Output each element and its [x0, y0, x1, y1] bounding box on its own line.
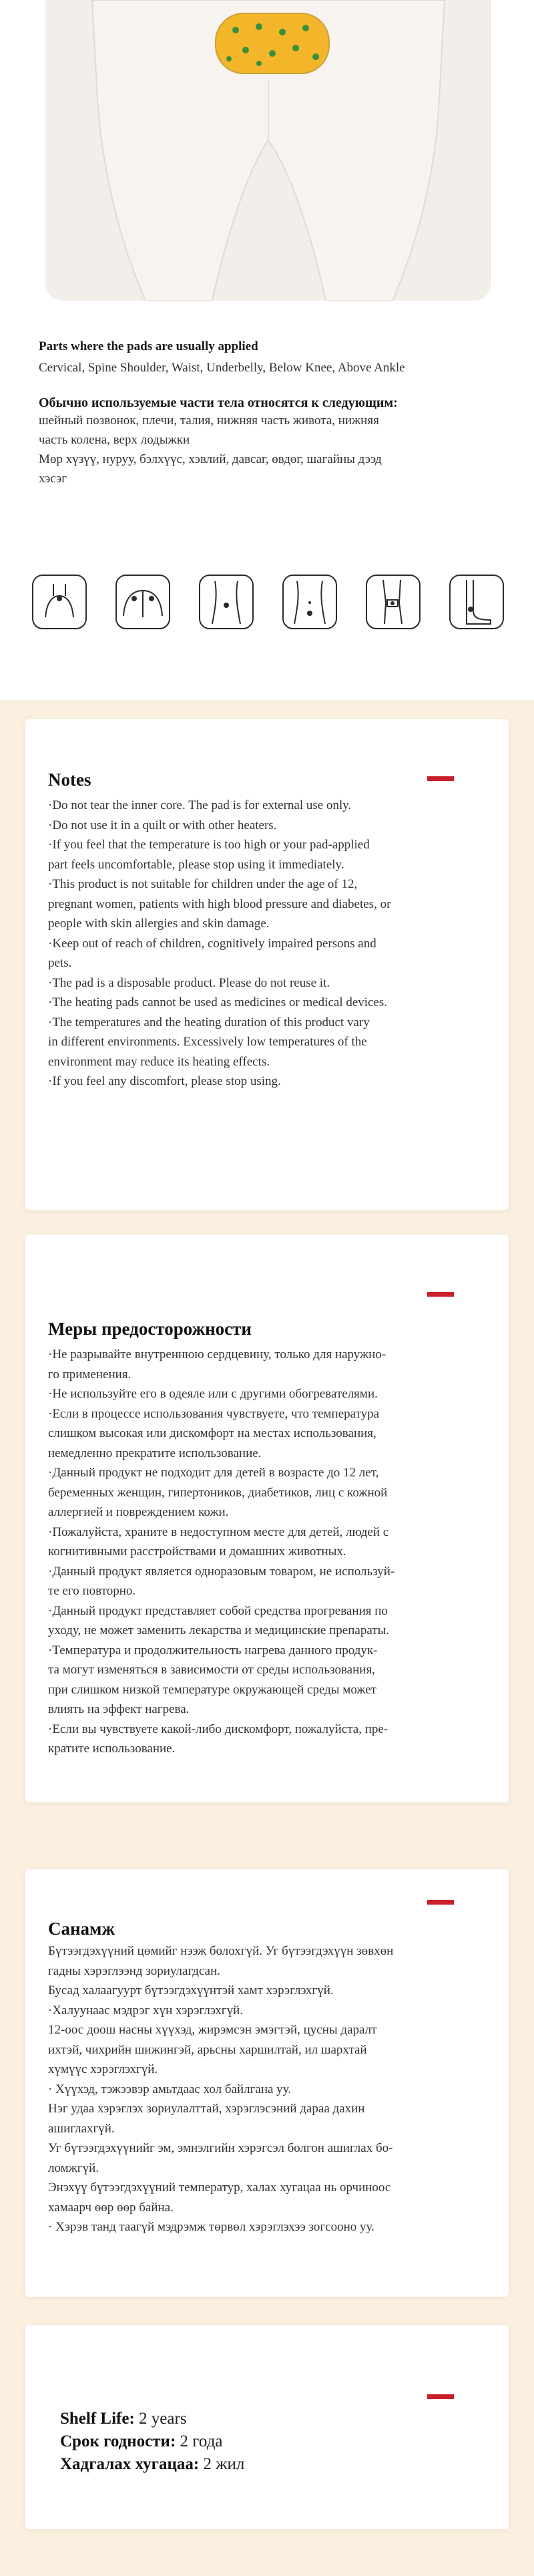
heating-pad-icon: [216, 13, 329, 73]
note-line: pets.: [48, 956, 72, 970]
note-line: ·Температура и продолжительность нагрева данного продук-: [48, 1643, 378, 1657]
note-line: те его повторно.: [48, 1584, 136, 1598]
note-line: ·If you feel any discomfort, please stop using.: [48, 1074, 281, 1088]
note-line: ·This product is not suitable for children under the age of 12,: [48, 877, 358, 891]
note-line: ·Халуунаас мэдрэг хүн хэрэглэхгүй.: [48, 2003, 243, 2018]
notes-card-en: [25, 719, 509, 1210]
note-line: влиять на эффект нагрева.: [48, 1702, 190, 1716]
note-line: ·Do not tear the inner core. The pad is for external use only.: [48, 798, 352, 812]
note-line: ·Если вы чувствуете какой-либо дискомфорт, пожалуйста, пре-: [48, 1722, 388, 1736]
note-line: Энэхүү бүтээгдэхүүний температур, халах хугацаа нь орчиноос: [48, 2181, 391, 2195]
shelf-life-en: Shelf Life: 2 years: [60, 2410, 187, 2428]
note-line: ·Keep out of reach of children, cognitively impaired persons and: [48, 936, 376, 951]
note-line: · Хэрэв танд таагүй мэдрэмж төрвөл хэрэглэхээ зогсооно уу.: [48, 2220, 374, 2234]
note-line: хүмүүс хэрэглэхгүй.: [48, 2062, 158, 2076]
note-line: ·Данный продукт является одноразовым товаром, не используй-: [48, 1564, 395, 1579]
note-line: ·If you feel that the temperature is too high or your pad-applied: [48, 838, 370, 852]
note-line: ·The heating pads cannot be used as medicines or medical devices.: [48, 995, 388, 1009]
note-line: Нэг удаа хэрэглэх зориулалттай, хэрэглэсэний дараа дахин: [48, 2102, 365, 2116]
note-line: когнитивными расстройствами и домашних животных.: [48, 1545, 346, 1559]
note-line: ·The temperatures and the heating duration of this product vary: [48, 1015, 370, 1029]
applied-areas-mn-line: Мөр хүзүү, нуруу, бэлхүүс, хэвлий, давсаг, өвдөг, шагайны дээд: [39, 452, 382, 466]
applied-areas-mn-line: хэсэг: [39, 472, 67, 486]
note-line: хамаарч өөр өөр байна.: [48, 2200, 174, 2215]
accent-dash: [427, 1292, 454, 1297]
note-line: ашиглахгүй.: [48, 2121, 115, 2136]
neck-icon: [32, 575, 87, 629]
note-line: ломжгүй.: [48, 2160, 99, 2175]
ankle-icon: [449, 575, 504, 629]
accent-dash: [427, 1900, 454, 1905]
note-line: ·Данный продукт представляет собой средства прогревания по: [48, 1603, 388, 1618]
note-line: немедленно прекратите использование.: [48, 1446, 262, 1460]
notes-card-ru: [25, 1235, 509, 1802]
note-line: та могут изменяться в зависимости от среды использования,: [48, 1663, 375, 1677]
note-line: уходу, не может заменить лекарства и медицинские препараты.: [48, 1623, 390, 1637]
note-line: гадны хэрэглээнд зориулагдсан.: [48, 1963, 220, 1978]
notes-card-mn: [25, 1869, 509, 2297]
note-line: ·Пожалуйста, храните в недоступном месте для детей, людей с: [48, 1524, 389, 1539]
applied-areas-title-ru: Обычно используемые части тела относятся к следующим:: [39, 395, 398, 410]
note-line: Бусад халаагуурт бүтээгдэхүүнтэй хамт хэрэглэхгүй.: [48, 1983, 334, 1997]
shelf-life-mn: Хадгалах хугацаа: 2 жил: [60, 2455, 245, 2473]
knee-icon: [366, 575, 421, 629]
accent-dash: [427, 2394, 454, 2399]
note-line: Бүтээгдэхүүний цөмийг нээж болохгүй. Уг бүтээгдэхүүн зөвхөн: [48, 1944, 394, 1958]
applied-areas-ru-line: часть колена, верх лодыжки: [39, 433, 190, 447]
note-line: people with skin allergies and skin damage.: [48, 917, 270, 931]
note-line: environment may reduce its heating effects.: [48, 1054, 270, 1069]
note-line: беременных женщин, гипертоников, диабетиков, лиц с кожной: [48, 1485, 388, 1500]
shelf-life-lines: [60, 2408, 244, 2476]
shelf-life-ru: Срок годности: 2 года: [60, 2432, 223, 2450]
note-line: in different environments. Excessively low temperatures of the: [48, 1035, 367, 1049]
notes-lines-en: [48, 796, 482, 1092]
body-part-icons: [32, 575, 499, 639]
note-line: ·Если в процессе использования чувствуете, что температура: [48, 1406, 380, 1421]
notes-title-ru: Меры предосторожности: [48, 1319, 252, 1339]
note-line: pregnant women, patients with high blood pressure and diabetes, or: [48, 897, 391, 911]
waist-icon: [199, 575, 254, 629]
note-line: 12-оос доош насны хүүхэд, жирэмсэн эмэгтэй, цусны даралт: [48, 2023, 377, 2037]
applied-areas-ru-line: шейный позвонок, плечи, талия, нижняя часть живота, нижняя: [39, 414, 379, 428]
product-hero-image: [45, 0, 491, 301]
notes-lines-ru: [48, 1345, 482, 1759]
leggings-illustration: [45, 0, 491, 301]
note-line: при слишком низкой температуре окружающей среды может: [48, 1682, 376, 1697]
shoulders-icon: [115, 575, 170, 629]
note-line: аллергией и повреждением кожи.: [48, 1505, 229, 1519]
notes-title-mn: Санамж: [48, 1919, 115, 1939]
note-line: ·Данный продукт не подходит для детей в возрасте до 12 лет,: [48, 1466, 379, 1480]
note-line: ихтэй, чихрийн шижингэй, арьсны харшилтай, ил шархтай: [48, 2042, 367, 2057]
belly-icon: [282, 575, 337, 629]
applied-areas-list-en: Cervical, Spine Shoulder, Waist, Underbelly, Below Knee, Above Ankle: [39, 361, 405, 375]
note-line: ·Не используйте его в одеяле или с другими обогревателями.: [48, 1387, 378, 1401]
applied-areas-section: [39, 339, 506, 488]
note-line: ·Do not use it in a quilt or with other heaters.: [48, 818, 277, 832]
note-line: part feels uncomfortable, please stop using it immediately.: [48, 857, 344, 872]
notes-lines-mn: [48, 1941, 482, 2237]
accent-dash: [427, 776, 454, 781]
note-line: Уг бүтээгдэхүүнийг эм, эмнэлгийн хэрэгсэл болгон ашиглах бо-: [48, 2141, 393, 2155]
notes-title-en: Notes: [48, 770, 91, 790]
note-line: го применения.: [48, 1367, 131, 1382]
note-line: ·The pad is a disposable product. Please do not reuse it.: [48, 975, 330, 990]
shelf-life-card: [25, 2325, 509, 2529]
note-line: ·Не разрывайте внутреннюю сердцевину, только для наружно-: [48, 1347, 386, 1361]
note-line: кратите использование.: [48, 1742, 176, 1756]
note-line: слишком высокая или дискомфорт на местах использования,: [48, 1426, 376, 1440]
note-line: · Хүүхэд, тэжээвэр амьтдаас хол байлгана уу.: [48, 2082, 292, 2096]
applied-areas-title-en: Parts where the pads are usually applied: [39, 339, 258, 353]
